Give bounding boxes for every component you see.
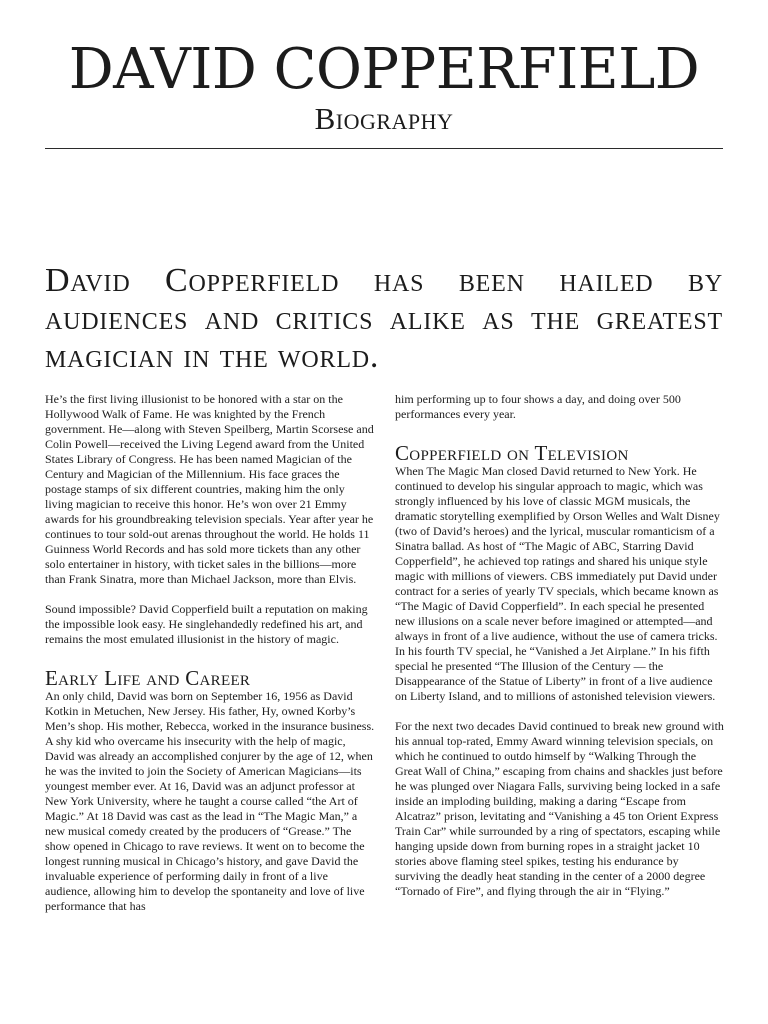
intro-paragraph: He’s the first living illusionist to be honored with a star on the Hollywood Walk of Fame. He was knighted by the French government. He—along with Steven Speilberg, Martin Scorsese and Colin Powell—received the Living Legend award from the United States Library of Congress. He has been named Magician of the Century and Magician of the Millennium. His face graces the postage stamps of six different countries, making him the only living magician to receive this honor. He’s won over 21 Emmy awards for his groundbreaking television specials. Year after year he continues to tour sold-out arenas throughout the world. He holds 11 Guinness World Records and has sold more tickets than any other solo entertainer in history, with ticket sales in the billions—more than Frank Sinatra, more than Michael Jackson, more than Elvis.	[45, 392, 374, 586]
left-column	[45, 392, 375, 929]
page-subtitle: Biography	[314, 101, 454, 136]
header-divider	[45, 148, 723, 149]
page-title: DAVID COPPERFIELD	[68, 37, 700, 102]
next-decades-paragraph: For the next two decades David continued to break new ground with his annual top-rated, Emmy Award winning television specials, on which he continued to outdo himself by “Walking Through the Great Wall of China,” escaping from chains and shackles just before he was plunged over Niagara Falls, surviving being locked in a safe inside an imploding building, making a daring “Escape from Alcatraz” prison, levitating and “Vanishing a 45 ton Orient Express Train Car” while surrounded by a ring of spectators, escaping while hanging upside down from burning ropes in a straight jacket 10 stories above flaming steel spikes, testing his endurance by surviving the deadly heat standing in the center of a 2000 degree “Tornado of Fire”, and flying through the air in “Flying.”	[395, 719, 724, 898]
section-heading-television: Copperfield on Television	[395, 441, 629, 465]
sound-impossible-paragraph: Sound impossible? David Copperfield built a reputation on making the impossible look easy. He singlehandedly redefined his art, and remains the most emulated illusionist in the history of magic.	[45, 602, 368, 646]
section-heading-early-life: Early Life and Career	[45, 666, 251, 690]
continued-paragraph: him performing up to four shows a day, and doing over 500 performances every year.	[395, 392, 681, 421]
right-column	[395, 392, 725, 914]
headline: David Copperfield has been hailed by audiences and critics alike as the greatest magician in the world.	[45, 262, 723, 375]
television-paragraph: When The Magic Man closed David returned to New York. He continued to develop his singular approach to magic, which was strongly influenced by his love of classic MGM musicals, the dramatic storytelling exemplified by Orson Welles and Walt Disney (two of David’s heroes) and the lyrical, muscular romanticism of a Sinatra ballad. As host of “The Magic of ABC, Starring David Copperfield”, he achieved top ratings and shared his unique style magic with millions of viewers. CBS immediately put David under contract for a series of yearly TV specials, which became known as “The Magic of David Copperfield”. In each special he presented new illusions on a scale never before imagined or attempted—and always in front of a live audience, without the use of camera tricks. In his fourth TV special, he “Vanished a Jet Airplane.” In his fifth special he presented “The Illusion of the Century — the Disappearance of the Statue of Liberty” in front of a live audience on Liberty Island, and to millions of astonished television viewers.	[395, 464, 720, 703]
early-life-paragraph: An only child, David was born on September 16, 1956 as David Kotkin in Metuchen, New Jersey. His father, Hy, owned Korby’s Men’s shop. His mother, Rebecca, worked in the insurance business. A shy kid who overcame his insecurity with the help of magic, David was already an accomplished conjurer by the age of 12, when he was the invited to join the Society of American Magicians—its youngest member ever. At 16, David was an adjunct professor at New York University, where he taught a course called “the Art of Magic.” At 18 David was cast as the lead in “The Magic Man,” a new musical comedy created by the producers of “Grease.” The show opened in Chicago to rave reviews. It went on to become the longest running musical in Chicago’s history, and gave David the invaluable experience of performing daily in front of a live audience, allowing him to develop the spontaneity and love of live performance that has	[45, 689, 375, 913]
